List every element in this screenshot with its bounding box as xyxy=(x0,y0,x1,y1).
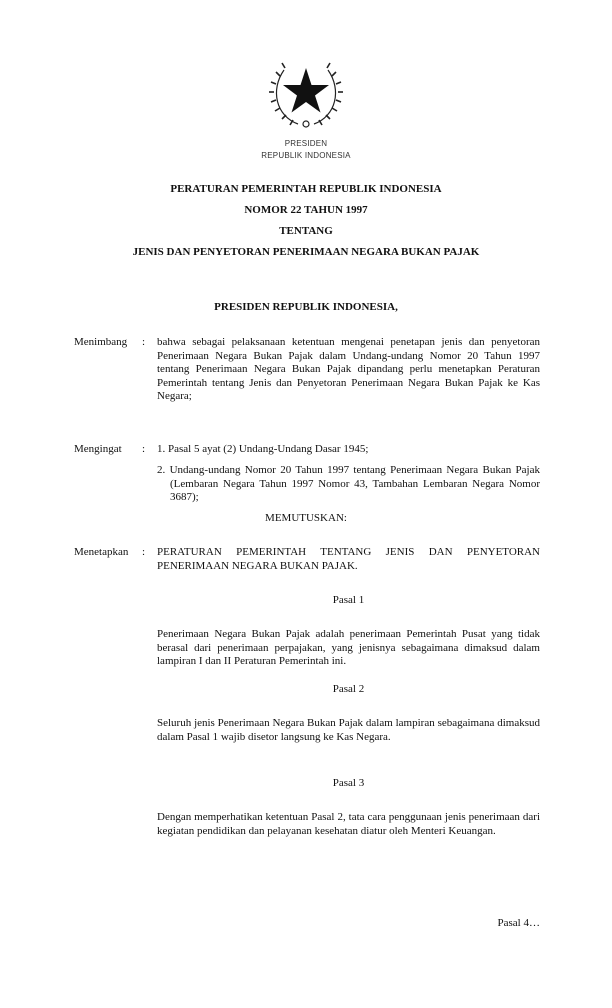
president-heading: PRESIDEN REPUBLIK INDONESIA, xyxy=(214,301,398,313)
header-republik-indonesia: REPUBLIK INDONESIA xyxy=(261,151,351,160)
menimbang-colon: : xyxy=(142,336,146,348)
menetapkan-colon: : xyxy=(142,546,146,558)
title-line-4: JENIS DAN PENYETORAN PENERIMAAN NEGARA BUKAN PAJAK xyxy=(132,246,480,258)
menimbang-label: Menimbang xyxy=(74,336,128,348)
mengingat-item-1: 1. Pasal 5 ayat (2) Undang-Undang Dasar 1945; xyxy=(157,443,369,455)
mengingat-item-2: 2. Undang-undang Nomor 20 Tahun 1997 tentang Penerimaan Negara Bukan Pajak (Lembaran Negara Tahun 1997 Nomor 43, Tambahan Lembaran Negara Nomor 3687); xyxy=(157,464,540,504)
header-presiden: PRESIDEN xyxy=(284,139,328,148)
menetapkan-text: PERATURAN PEMERINTAH TENTANG JENIS DAN PENYETORAN PENERIMAAN NEGARA BUKAN PAJAK. xyxy=(157,546,540,572)
title-line-2: NOMOR 22 TAHUN 1997 xyxy=(244,204,368,216)
next-page-reference: Pasal 4… xyxy=(497,917,540,929)
title-line-1: PERATURAN PEMERINTAH REPUBLIK INDONESIA xyxy=(170,183,442,195)
star-wreath-icon xyxy=(268,54,344,130)
mengingat-label: Mengingat xyxy=(74,443,122,455)
presidential-emblem xyxy=(268,54,344,130)
memutuskan-heading: MEMUTUSKAN: xyxy=(265,512,347,524)
pasal-3-heading: Pasal 3 xyxy=(332,777,365,789)
mengingat-colon: : xyxy=(142,443,146,455)
pasal-2-heading: Pasal 2 xyxy=(332,683,365,695)
pasal-3-text: Dengan memperhatikan ketentuan Pasal 2, tata cara penggunaan jenis penerimaan dari kegiatan pendidikan dan pelayanan kesehatan diatur oleh Menteri Keuangan. xyxy=(157,811,540,837)
menimbang-text: bahwa sebagai pelaksanaan ketentuan mengenai penetapan jenis dan penyetoran Penerimaan Negara Bukan Pajak dalam Undang-undang Nomor 20 Tahun 1997 tentang Penerimaan Negara Bukan Pajak dipandang perlu menetapkan Peraturan Pemerintah tentang Jenis dan Penyetoran Penerimaan Negara Bukan Pajak ke Kas Negara; xyxy=(157,336,540,403)
menetapkan-label: Menetapkan xyxy=(74,546,129,558)
pasal-1-text: Penerimaan Negara Bukan Pajak adalah penerimaan Pemerintah Pusat yang tidak berasal dari penerimaan perpajakan, yang jenisnya sebagaimana dimaksud dalam lampiran I dan II Peraturan Pemerintah ini. xyxy=(157,628,540,668)
pasal-2-text: Seluruh jenis Penerimaan Negara Bukan Pajak dalam lampiran sebagaimana dimaksud dalam Pasal 1 wajib disetor langsung ke Kas Negara. xyxy=(157,717,540,743)
pasal-1-heading: Pasal 1 xyxy=(332,594,365,606)
title-line-3: TENTANG xyxy=(279,225,333,237)
